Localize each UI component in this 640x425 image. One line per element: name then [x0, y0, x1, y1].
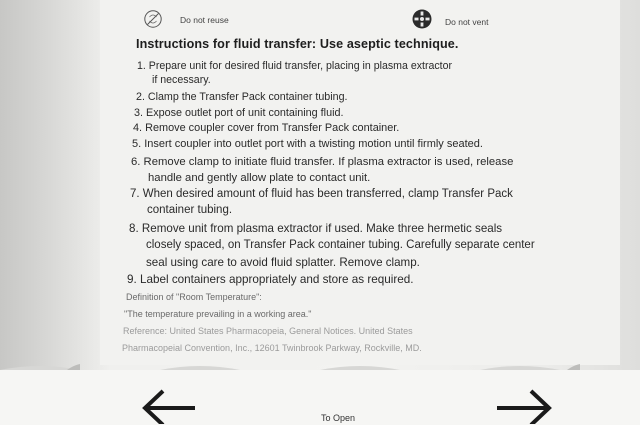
step-6-line-1: 6. Remove clamp to initiate fluid transfer. If plasma extractor is used, release	[131, 156, 514, 168]
step-8-line-1: 8. Remove unit from plasma extractor if used. Make three hermetic seals	[129, 222, 503, 235]
no-vent-label: Do not vent	[445, 17, 489, 27]
step-7-line-2: container tubing.	[147, 204, 233, 216]
step-4: 4. Remove coupler cover from Transfer Pack container.	[133, 122, 400, 134]
arrow-right-icon	[497, 388, 557, 424]
step-3: 3. Expose outlet port of unit containing fluid.	[134, 107, 344, 119]
no-reuse-icon	[143, 9, 163, 29]
step-8-line-3: seal using care to avoid fluid splatter. Remove clamp.	[146, 256, 420, 269]
reference-line-2: Pharmacopeial Convention, Inc., 12601 Twinbrook Parkway, Rockville, MD.	[122, 343, 422, 353]
step-7-line-1: 7. When desired amount of fluid has been transferred, clamp Transfer Pack	[130, 188, 513, 200]
step-1-line-2: if necessary.	[152, 74, 211, 86]
step-2: 2. Clamp the Transfer Pack container tubing.	[136, 91, 348, 103]
no-vent-icon	[411, 8, 433, 30]
step-9: 9. Label containers appropriately and store as required.	[127, 273, 414, 286]
definition-title: Definition of "Room Temperature":	[126, 292, 262, 302]
arrow-left-icon	[137, 388, 195, 424]
instructions-heading: Instructions for fluid transfer: Use aseptic technique.	[136, 37, 459, 51]
to-open-label: To Open	[321, 413, 356, 423]
step-1-line-1: 1. Prepare unit for desired fluid transfer, placing in plasma extractor	[137, 60, 453, 72]
step-5: 5. Insert coupler into outlet port with a twisting motion until firmly seated.	[132, 138, 483, 150]
step-8-line-2: closely spaced, on Transfer Pack container tubing. Carefully separate center	[146, 239, 535, 251]
no-reuse-label: Do not reuse	[180, 15, 229, 25]
definition-text: "The temperature prevailing in a working area."	[124, 309, 312, 319]
step-6-line-2: handle and gently allow plate to contact unit.	[148, 172, 371, 184]
reference-line-1: Reference: United States Pharmacopeia, General Notices. United States	[123, 326, 413, 336]
